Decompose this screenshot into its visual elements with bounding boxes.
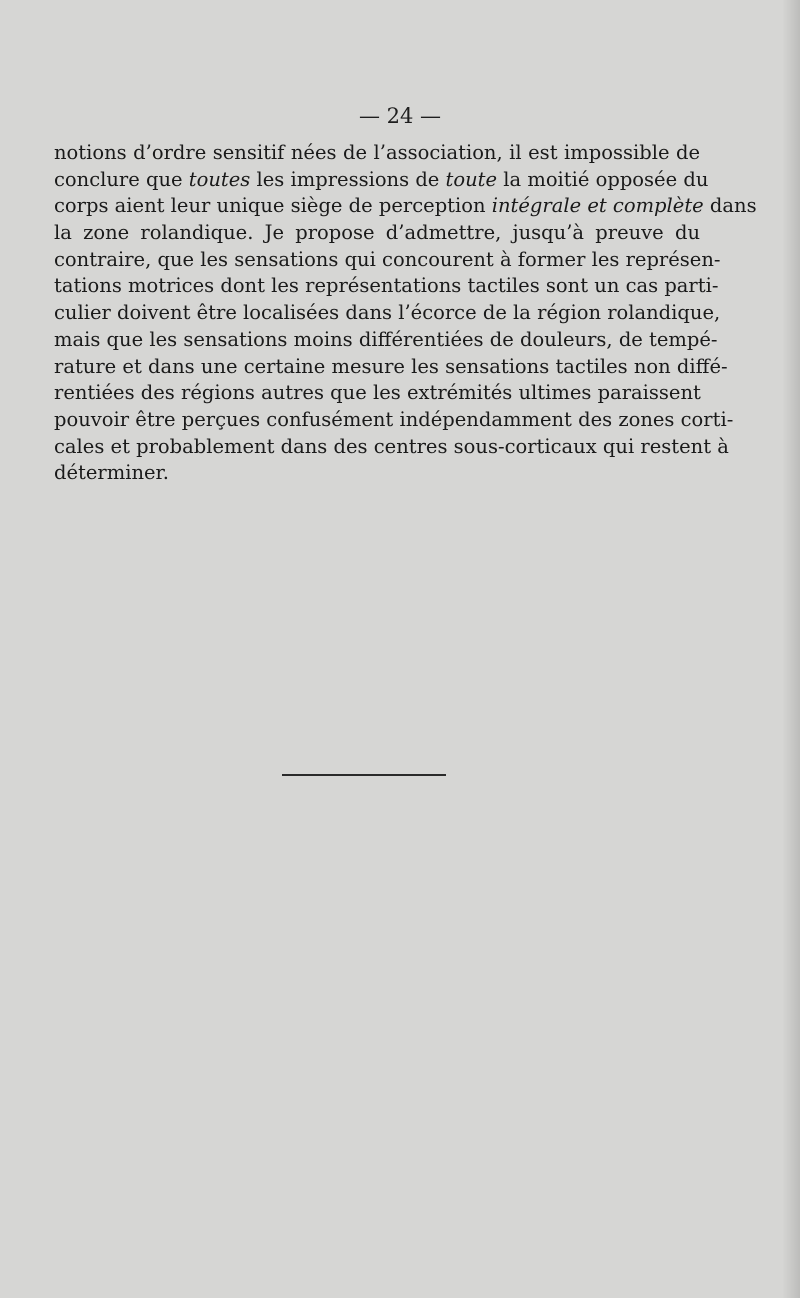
text-line [54,460,700,487]
text-line [54,380,700,407]
text-line [54,193,757,220]
page-number: — 24 — [358,104,442,128]
italic-text-run: toute [445,167,498,191]
text-line [54,434,729,461]
text-line [54,300,721,327]
text-run: dans [703,194,757,218]
text-run: la moitié opposée du [497,167,709,191]
text-run: contraire, que les sensations qui concourent à former les représen- [54,247,721,271]
text-run: déterminer. [54,461,169,485]
text-run: la zone rolandique. Je propose d’admettre, jusqu’à preuve du [54,221,700,245]
page-edge-shadow [782,0,800,1298]
section-divider-rule [282,774,446,776]
text-line [54,273,719,300]
text-run: culier doivent être localisées dans l’écorce de la région rolandique, [54,301,721,325]
text-run: les impressions de [250,167,446,191]
italic-text-run: toutes [188,167,251,191]
text-line [54,327,718,354]
text-line [54,247,721,274]
text-run: mais que les sensations moins différentiées de douleurs, de tempé- [54,327,718,351]
text-run: rentiées des régions autres que les extrémités ultimes paraissent [54,381,701,405]
text-line [54,407,734,434]
text-run: pouvoir être perçues confusément indépendamment des zones corti- [54,407,734,431]
text-run: conclure que [54,167,189,191]
text-line [54,220,700,247]
text-run: cales et probablement dans des centres sous-corticaux qui restent à [54,434,729,458]
text-run: tations motrices dont les représentations tactiles sont un cas parti- [54,274,719,298]
text-line [54,167,709,194]
text-run: rature et dans une certaine mesure les sensations tactiles non diffé- [54,354,728,378]
italic-text-run: intégrale et complète [491,194,704,218]
text-run: corps aient leur unique siège de perception [54,194,492,218]
text-run: notions d’ordre sensitif nées de l’association, il est impossible de [54,141,700,164]
text-line [54,354,728,381]
text-line [54,140,700,167]
body-paragraph [54,140,757,487]
